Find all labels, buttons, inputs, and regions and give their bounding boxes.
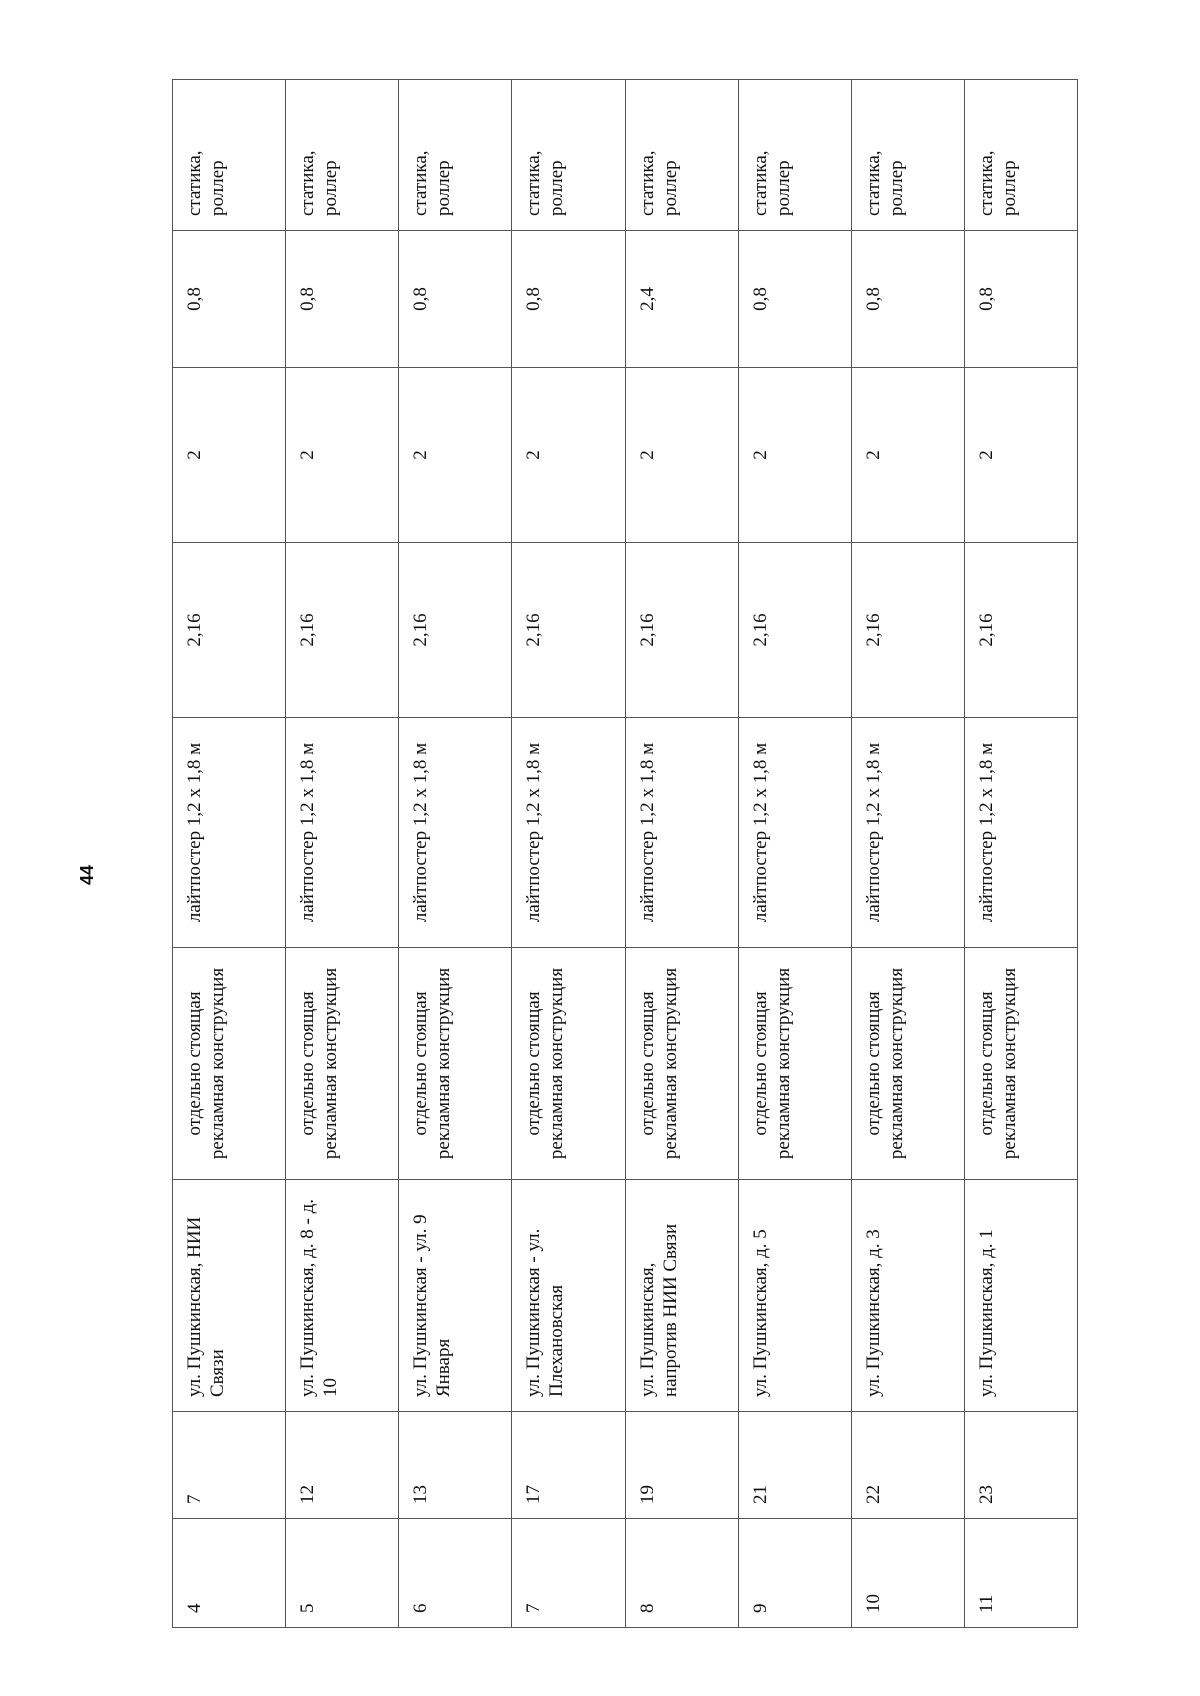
type-cell: отдельно стоящая рекламная конструкция — [286, 948, 399, 1180]
id-cell: 7 — [173, 1412, 286, 1519]
address-cell: ул. Пушкинская, НИИ Связи — [173, 1180, 286, 1412]
row-number-cell: 5 — [286, 1519, 399, 1628]
method-cell: статика, роллер — [399, 80, 512, 231]
address-cell: ул. Пушкинская - ул. Плехановская — [512, 1180, 625, 1412]
method-cell: статика, роллер — [964, 80, 1077, 231]
fee-cell: 0,8 — [738, 231, 851, 368]
type-cell: отдельно стоящая рекламная конструкция — [625, 948, 738, 1180]
area-cell: 2,16 — [173, 543, 286, 718]
address-cell: ул. Пушкинская, напротив НИИ Связи — [625, 1180, 738, 1412]
address-cell: ул. Пушкинская, д. 5 — [738, 1180, 851, 1412]
type-cell: отдельно стоящая рекламная конструкция — [173, 948, 286, 1180]
area-cell: 2,16 — [399, 543, 512, 718]
table-row — [964, 80, 1077, 1628]
method-cell: статика, роллер — [851, 80, 964, 231]
page-number: 44 — [77, 864, 97, 886]
table-row — [625, 80, 738, 1628]
sides-cell: 2 — [512, 368, 625, 543]
area-cell: 2,16 — [738, 543, 851, 718]
format-cell: лайтпостер 1,2 х 1,8 м — [625, 718, 738, 948]
advertising-structures-table — [172, 79, 1078, 1628]
row-number-cell: 10 — [851, 1519, 964, 1628]
fee-cell: 0,8 — [512, 231, 625, 368]
method-cell: статика, роллер — [625, 80, 738, 231]
format-cell: лайтпостер 1,2 х 1,8 м — [738, 718, 851, 948]
table-row — [399, 80, 512, 1628]
method-cell: статика, роллер — [738, 80, 851, 231]
sides-cell: 2 — [738, 368, 851, 543]
sides-cell: 2 — [964, 368, 1077, 543]
id-cell: 19 — [625, 1412, 738, 1519]
area-cell: 2,16 — [964, 543, 1077, 718]
id-cell: 23 — [964, 1412, 1077, 1519]
rotated-table-wrapper — [172, 80, 1078, 1628]
method-cell: статика, роллер — [512, 80, 625, 231]
address-cell: ул. Пушкинская - ул. 9 Января — [399, 1180, 512, 1412]
fee-cell: 0,8 — [286, 231, 399, 368]
format-cell: лайтпостер 1,2 х 1,8 м — [173, 718, 286, 948]
address-cell: ул. Пушкинская, д. 1 — [964, 1180, 1077, 1412]
format-cell: лайтпостер 1,2 х 1,8 м — [851, 718, 964, 948]
type-cell: отдельно стоящая рекламная конструкция — [738, 948, 851, 1180]
sides-cell: 2 — [173, 368, 286, 543]
id-cell: 17 — [512, 1412, 625, 1519]
row-number-cell: 11 — [964, 1519, 1077, 1628]
format-cell: лайтпостер 1,2 х 1,8 м — [399, 718, 512, 948]
table-row — [173, 80, 286, 1628]
table-row — [286, 80, 399, 1628]
format-cell: лайтпостер 1,2 х 1,8 м — [964, 718, 1077, 948]
table-row — [738, 80, 851, 1628]
id-cell: 22 — [851, 1412, 964, 1519]
area-cell: 2,16 — [625, 543, 738, 718]
format-cell: лайтпостер 1,2 х 1,8 м — [512, 718, 625, 948]
type-cell: отдельно стоящая рекламная конструкция — [399, 948, 512, 1180]
method-cell: статика, роллер — [286, 80, 399, 231]
sides-cell: 2 — [399, 368, 512, 543]
address-cell: ул. Пушкинская, д. 3 — [851, 1180, 964, 1412]
fee-cell: 2,4 — [625, 231, 738, 368]
fee-cell: 0,8 — [173, 231, 286, 368]
area-cell: 2,16 — [512, 543, 625, 718]
type-cell: отдельно стоящая рекламная конструкция — [851, 948, 964, 1180]
table-body — [173, 80, 1078, 1628]
method-cell: статика, роллер — [173, 80, 286, 231]
fee-cell: 0,8 — [851, 231, 964, 368]
table-row — [512, 80, 625, 1628]
row-number-cell: 9 — [738, 1519, 851, 1628]
sides-cell: 2 — [625, 368, 738, 543]
row-number-cell: 4 — [173, 1519, 286, 1628]
id-cell: 21 — [738, 1412, 851, 1519]
type-cell: отдельно стоящая рекламная конструкция — [512, 948, 625, 1180]
id-cell: 12 — [286, 1412, 399, 1519]
type-cell: отдельно стоящая рекламная конструкция — [964, 948, 1077, 1180]
row-number-cell: 7 — [512, 1519, 625, 1628]
id-cell: 13 — [399, 1412, 512, 1519]
row-number-cell: 8 — [625, 1519, 738, 1628]
row-number-cell: 6 — [399, 1519, 512, 1628]
fee-cell: 0,8 — [399, 231, 512, 368]
table-row — [851, 80, 964, 1628]
sides-cell: 2 — [851, 368, 964, 543]
fee-cell: 0,8 — [964, 231, 1077, 368]
address-cell: ул. Пушкинская, д. 8 - д. 10 — [286, 1180, 399, 1412]
area-cell: 2,16 — [851, 543, 964, 718]
area-cell: 2,16 — [286, 543, 399, 718]
sides-cell: 2 — [286, 368, 399, 543]
format-cell: лайтпостер 1,2 х 1,8 м — [286, 718, 399, 948]
